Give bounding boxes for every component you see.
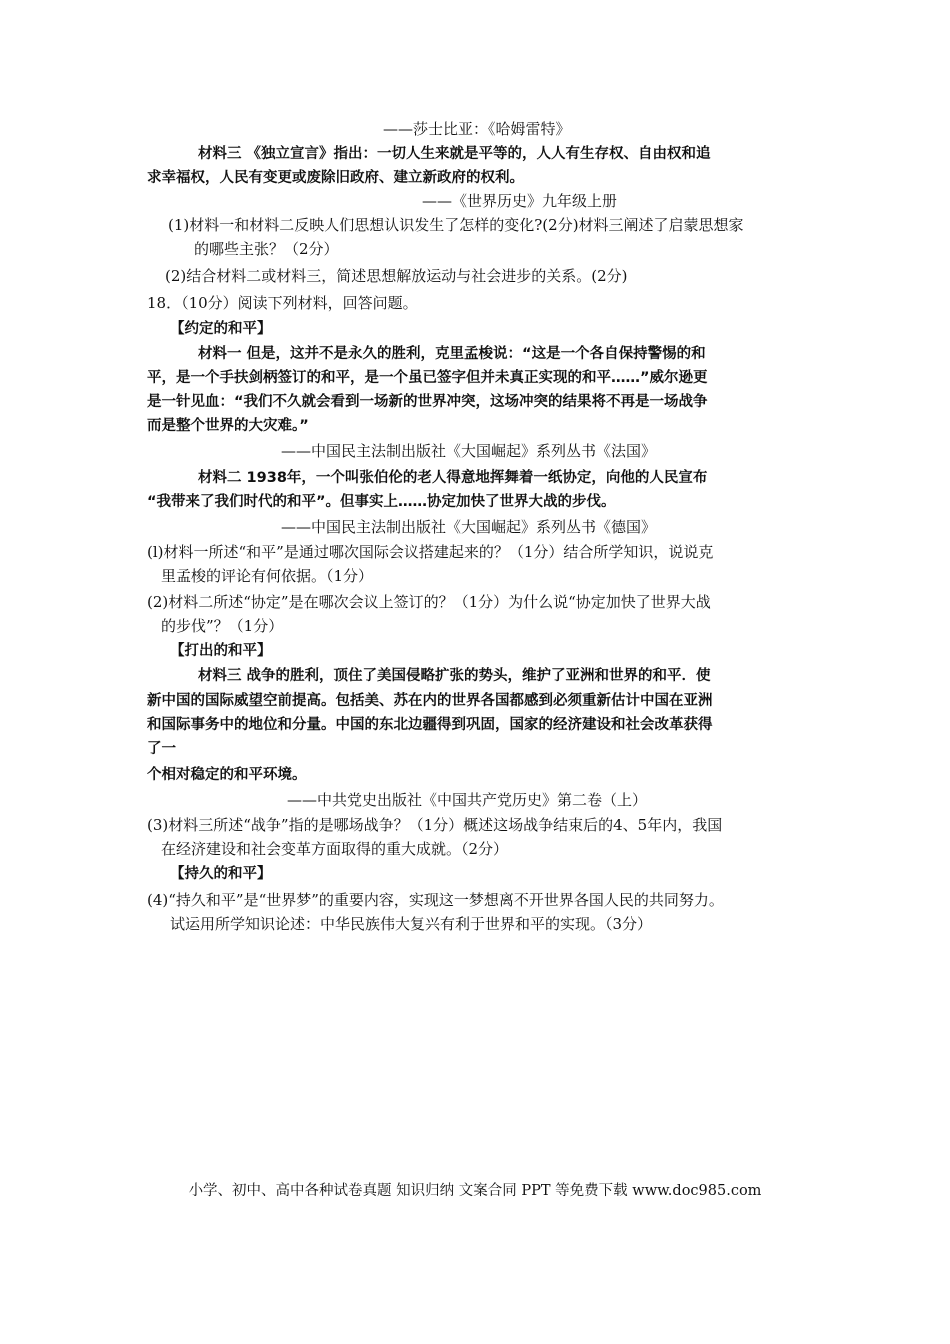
question-text: (2)结合材料二或材料三，简述思想解放运动与社会进步的关系。(2分) — [165, 267, 628, 285]
source-citation: ——《世界历史》九年级上册 — [422, 192, 618, 210]
material-paragraph: 平，是一个手扶剑柄签订的和平，是一个虽已签字但并未真正实现的和平……”威尔逊更 — [147, 370, 708, 386]
question-text: 试运用所学知识论述：中华民族伟大复兴有利于世界和平的实现。（3分） — [170, 915, 653, 933]
material-paragraph: 材料二 1938年，一个叫张伯伦的老人得意地挥舞着一纸协定，向他的人民宣布 — [198, 470, 708, 486]
material-paragraph: 个相对稳定的和平环境。 — [147, 767, 307, 783]
question-text: (4)“持久和平”是“世界梦”的重要内容，实现这一梦想离不开世界各国人民的共同努力。 — [147, 891, 724, 909]
section-heading: 【打出的和平】 — [170, 643, 272, 659]
material-paragraph: 而是整个世界的大灾难。” — [147, 418, 309, 434]
question-text: (l)材料一所述“和平”是通过哪次国际会议搭建起来的？（1分）结合所学知识，说说克 — [147, 543, 714, 561]
source-citation: ——中国民主法制出版社《大国崛起》系列丛书《德国》 — [281, 518, 657, 536]
question-text: (2)材料二所述“协定”是在哪次会议上签订的？（1分）为什么说“协定加快了世界大战 — [147, 593, 711, 611]
material-paragraph: 材料三 《独立宣言》指出：一切人生来就是平等的，人人有生存权、自由权和追 — [198, 146, 711, 162]
source-citation: ——中国民主法制出版社《大国崛起》系列丛书《法国》 — [281, 442, 657, 460]
question-text: 的哪些主张？（2分） — [194, 240, 339, 258]
question-heading: 18．（10分）阅读下列材料，回答问题。 — [147, 294, 418, 312]
material-paragraph: “我带来了我们时代的和平”。但事实上……协定加快了世界大战的步伐。 — [147, 494, 616, 510]
section-heading: 【约定的和平】 — [170, 321, 272, 337]
material-paragraph: 是一针见血：“我们不久就会看到一场新的世界冲突，这场冲突的结果将不再是一场战争 — [147, 394, 708, 410]
section-heading: 【持久的和平】 — [170, 866, 272, 882]
question-text: 在经济建设和社会变革方面取得的重大成就。（2分） — [161, 840, 509, 858]
source-citation: ——中共党史出版社《中国共产党历史》第二卷（上） — [287, 791, 648, 809]
page-footer: 小学、初中、高中各种试卷真题 知识归纳 文案合同 PPT 等免费下载 www.doc985.com — [188, 1183, 762, 1199]
material-paragraph: 了一 — [147, 741, 176, 757]
question-text: 的步伐”？（1分） — [161, 617, 284, 635]
material-paragraph: 求幸福权，人民有变更或废除旧政府、建立新政府的权利。 — [147, 170, 524, 186]
material-paragraph: 新中国的国际威望空前提高。包括美、苏在内的世界各国都感到必须重新估计中国在亚洲 — [147, 693, 713, 709]
material-paragraph: 和国际事务中的地位和分量。中国的东北边疆得到巩固，国家的经济建设和社会改革获得 — [147, 717, 713, 733]
question-text: (3)材料三所述“战争”指的是哪场战争？（1分）概述这场战争结束后的4、5年内，我国 — [147, 816, 723, 834]
material-paragraph: 材料三 战争的胜利，顶住了美国侵略扩张的势头，维护了亚洲和世界的和平．使 — [198, 668, 711, 684]
question-text: 里孟梭的评论有何依据。（1分） — [161, 567, 374, 585]
material-paragraph: 材料一 但是，这并不是永久的胜利，克里孟梭说：“这是一个各自保持警惕的和 — [198, 346, 706, 362]
question-text: (1)材料一和材料二反映人们思想认识发生了怎样的变化?(2分)材料三阐述了启蒙思想家 — [168, 216, 744, 234]
source-citation: ——莎士比亚：《哈姆雷特》 — [383, 120, 571, 138]
